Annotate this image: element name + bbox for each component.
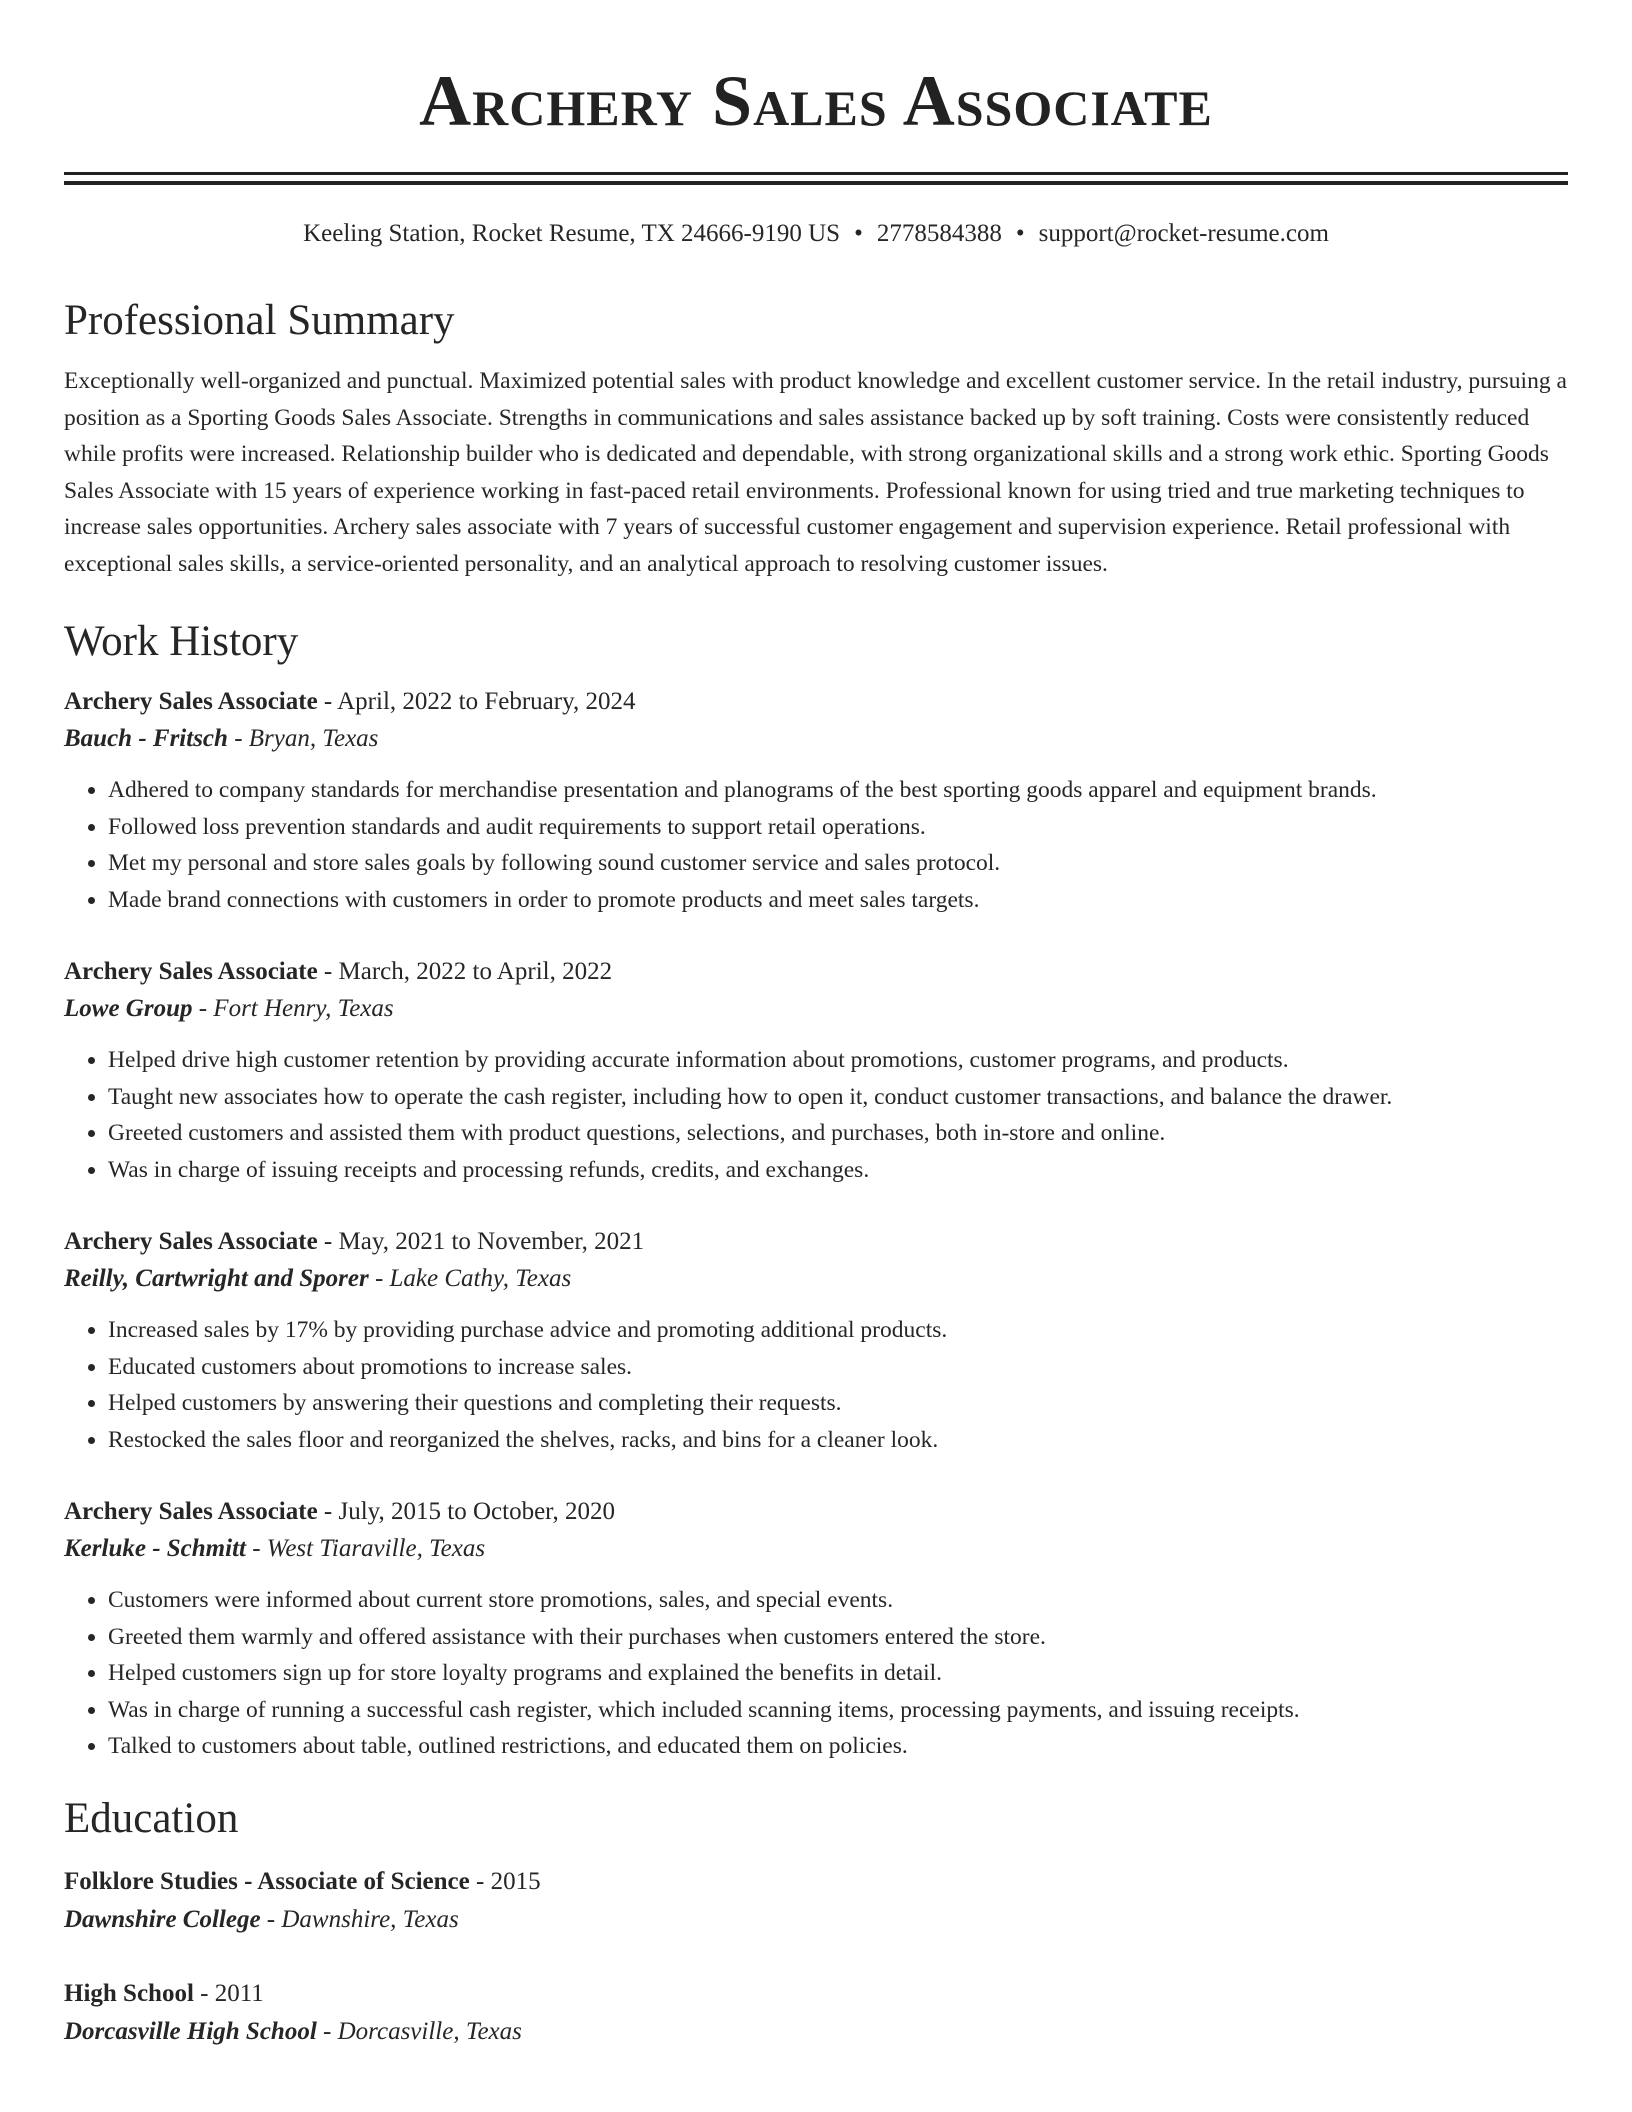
candidate-name: Archery Sales Associate: [419, 61, 1213, 141]
duty-item: • Followed loss prevention standards and audit requirements to support retail operations.: [108, 809, 1568, 846]
job-title: Archery Sales Associate: [64, 1498, 318, 1525]
duties-list: [64, 772, 1568, 918]
summary-text: Exceptionally well-organized and punctual. Maximized potential sales with product knowledge and excellent customer service. In the retail industry, pursuing a position as a Sporting Goods Sales Associate. Strengths in communications and sales assistance backed up by soft training. Costs were consistently reduced while profits were increased. Relationship builder who is dedicated and dependable, with strong organizational skills and a strong work ethic. Sporting Goods Sales Associate with 15 years of experience working in fast-paced retail environments. Professional known for using tried and true marketing techniques to increase sales opportunities. Archery sales associate with 7 years of successful customer engagement and supervision experience. Retail professional with exceptional sales skills, a service-oriented personality, and an analytical approach to resolving customer issues.: [64, 368, 1567, 577]
school-name: Dawnshire College: [64, 1905, 261, 1933]
contact-address: Keeling Station, Rocket Resume, TX 24666-9190 US: [303, 220, 841, 247]
duty-item: • Helped customers by answering their questions and completing their requests.: [108, 1385, 1568, 1422]
duty-item: • Increased sales by 17% by providing purchase advice and promoting additional products.: [108, 1312, 1568, 1349]
contact-separator: •: [854, 220, 863, 247]
contact-phone: 2778584388: [876, 220, 1002, 247]
duty-item: • Restocked the sales floor and reorganized the shelves, racks, and bins for a cleaner look.: [108, 1422, 1568, 1459]
employer-location: - Fort Henry, Texas: [192, 995, 394, 1022]
school-location: - Dorcasville, Texas: [316, 2017, 522, 2045]
job-dates: - July, 2015 to October, 2020: [317, 1498, 616, 1525]
degree-name: Folklore Studies - Associate of Science: [64, 1867, 470, 1895]
employer-location: - Bryan, Texas: [227, 725, 379, 752]
degree-line: [64, 1863, 1568, 1901]
duty-item: • Was in charge of running a successful cash register, which included scanning items, processing payments, and issuing receipts.: [108, 1692, 1568, 1729]
duty-item: • Made brand connections with customers in order to promote products and meet sales targets.: [108, 882, 1568, 919]
work-history-heading: Work History: [64, 618, 299, 665]
duty-item: • Talked to customers about table, outlined restrictions, and educated them on policies.: [108, 1728, 1568, 1765]
job-title-line: [64, 1224, 1568, 1260]
header-rule-top: [64, 172, 1568, 175]
degree-line: [64, 1975, 1568, 2013]
job-entry: [64, 954, 1568, 1188]
job-title-line: [64, 954, 1568, 990]
school-line: [64, 1901, 1568, 1939]
duties-list: [64, 1042, 1568, 1188]
contact-line: [64, 219, 1568, 249]
employer-location: - West Tiaraville, Texas: [245, 1535, 486, 1562]
job-entry: [64, 684, 1568, 918]
duty-item: • Customers were informed about current store promotions, sales, and special events.: [108, 1582, 1568, 1619]
duty-item: • Was in charge of issuing receipts and processing refunds, credits, and exchanges.: [108, 1152, 1568, 1189]
employer-name: Bauch - Fritsch: [64, 725, 228, 752]
job-title: Archery Sales Associate: [64, 958, 318, 985]
job-title: Archery Sales Associate: [64, 1228, 318, 1255]
duty-item: • Taught new associates how to operate the cash register, including how to open it, conduct customer transactions, and balance the drawer.: [108, 1079, 1568, 1116]
job-dates: - May, 2021 to November, 2021: [317, 1228, 645, 1255]
employer-line: [64, 720, 1568, 758]
job-title: Archery Sales Associate: [64, 688, 318, 715]
employer-location: - Lake Cathy, Texas: [368, 1265, 572, 1292]
degree-year: - 2011: [193, 1979, 264, 2007]
employer-name: Kerluke - Schmitt: [64, 1535, 246, 1562]
education-heading: Education: [64, 1794, 239, 1842]
duties-list: [64, 1582, 1568, 1765]
duty-item: • Met my personal and store sales goals by following sound customer service and sales protocol.: [108, 845, 1568, 882]
job-dates: - March, 2022 to April, 2022: [317, 958, 613, 985]
duty-item: • Helped customers sign up for store loyalty programs and explained the benefits in detail.: [108, 1655, 1568, 1692]
degree-year: - 2015: [469, 1867, 541, 1895]
duty-item: • Greeted them warmly and offered assistance with their purchases when customers entered the store.: [108, 1619, 1568, 1656]
employer-name: Lowe Group: [64, 995, 193, 1022]
duty-item: • Helped drive high customer retention by providing accurate information about promotions, customer programs, and products.: [108, 1042, 1568, 1079]
degree-name: High School: [64, 1979, 194, 2007]
job-title-line: [64, 684, 1568, 720]
job-title-line: [64, 1494, 1568, 1530]
contact-separator: •: [1015, 220, 1025, 247]
education-entry: [64, 1863, 1568, 1939]
employer-line: [64, 1530, 1568, 1568]
education-entry: [64, 1975, 1568, 2051]
school-location: - Dawnshire, Texas: [260, 1905, 459, 1933]
duty-item: • Educated customers about promotions to increase sales.: [108, 1349, 1568, 1386]
duties-list: [64, 1312, 1568, 1458]
employer-line: [64, 990, 1568, 1028]
duty-item: • Greeted customers and assisted them with product questions, selections, and purchases, both in-store and online.: [108, 1115, 1568, 1152]
school-line: [64, 2013, 1568, 2051]
job-entry: [64, 1224, 1568, 1458]
employer-line: [64, 1260, 1568, 1298]
job-dates: - April, 2022 to February, 2024: [317, 688, 636, 715]
employer-name: Reilly, Cartwright and Sporer: [64, 1265, 369, 1292]
school-name: Dorcasville High School: [64, 2017, 317, 2045]
summary-heading: Professional Summary: [64, 297, 455, 344]
header-rule-bottom: [64, 181, 1568, 185]
job-entry: [64, 1494, 1568, 1765]
duty-item: • Adhered to company standards for merchandise presentation and planograms of the best sporting goods apparel and equipment brands.: [108, 772, 1568, 809]
contact-email: support@rocket-resume.com: [1038, 220, 1329, 247]
